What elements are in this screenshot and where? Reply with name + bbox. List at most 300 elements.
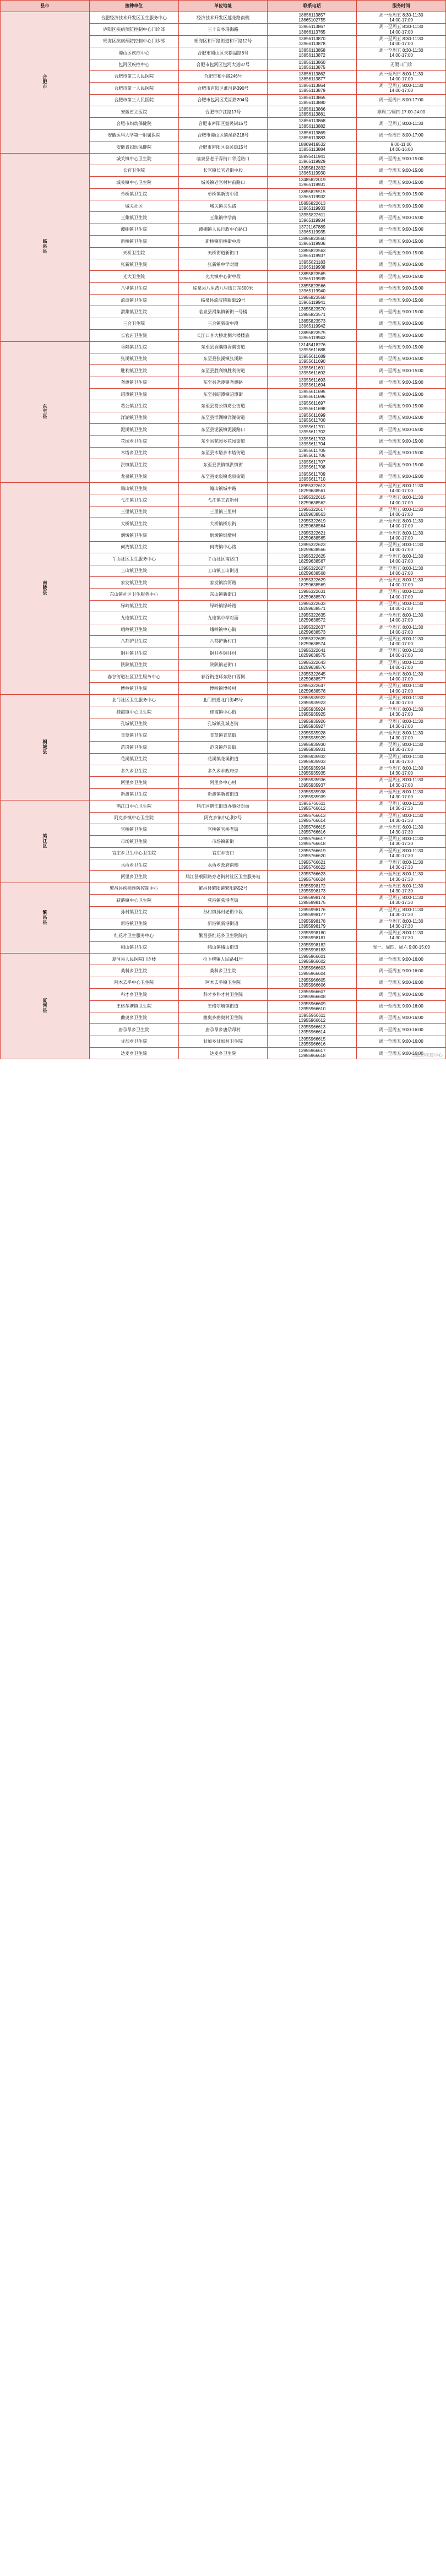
phone-number: 13856113880 — [298, 100, 325, 105]
phone-number: 13955998178 — [298, 918, 326, 924]
phone-cell — [268, 553, 357, 565]
phone-number: 13955935928 — [298, 730, 326, 736]
service-time-line: 14:00-17:00 — [389, 488, 413, 494]
column-header-region: 县市 — [1, 1, 90, 12]
service-time-line: 无假日门诊 — [390, 62, 412, 68]
service-time-cell — [357, 788, 446, 800]
phone-cell — [268, 788, 357, 800]
service-time-cell — [357, 847, 446, 859]
unit-name-cell: 光大卫生院 — [89, 271, 178, 282]
phone-number: 13955611689 — [298, 353, 325, 359]
unit-name-cell: 夏河县人民医院门诊楼 — [89, 954, 178, 965]
address-cell: 多久乡乡政府旁 — [178, 765, 268, 777]
service-time-cell — [357, 424, 446, 435]
unit-name-cell: 木塔乡卫生院 — [89, 447, 178, 459]
phone-number: 13955611705 — [298, 448, 325, 453]
address-cell: 官桥镇官桥老街 — [178, 824, 268, 835]
phone-number: 13955935927 — [298, 723, 326, 729]
address-cell: 合肥市庐阳区淮河路390号 — [178, 83, 268, 94]
service-time-line: 14:00-17:00 — [389, 88, 413, 94]
region-label: 临泉县 — [42, 239, 47, 254]
service-time-line: 周一至周五 9:00-15:00 — [379, 356, 423, 362]
phone-number: 13955812832 — [298, 165, 326, 171]
phone-number: 13955935937 — [298, 782, 326, 788]
phone-cell — [268, 471, 357, 482]
phone-number: 18259638571 — [298, 606, 326, 611]
phone-cell — [268, 812, 357, 824]
service-time-line: 周一至周日 8:00-17:00 — [379, 97, 423, 103]
service-time-line: 周一至周五 8:00-11:30 — [379, 683, 423, 689]
service-time-line: 周一至周五 9:00-15:00 — [379, 262, 423, 268]
service-time-line: 14:00-17:00 — [389, 77, 413, 82]
phone-cell — [268, 918, 357, 929]
address-cell: 繁昌县红花乡卫生院院内 — [178, 930, 268, 941]
phone-cell — [268, 35, 357, 47]
service-time-line: 周一至周五 9:00-15:00 — [379, 462, 423, 467]
unit-name-cell: 滑集镇卫生院 — [89, 306, 178, 318]
service-time-cell — [357, 812, 446, 824]
phone-number: 18869419532 — [298, 142, 326, 148]
unit-name-cell: 瑶海区疾病预防控制中心门诊部 — [89, 35, 178, 47]
phone-cell — [268, 106, 357, 118]
service-time-line: 14:30-17:00 — [389, 747, 413, 753]
column-header-unit: 接种单位 — [89, 1, 178, 12]
unit-name-cell: 阿克乡镇中心卫生院 — [89, 812, 178, 824]
service-time-cell — [357, 765, 446, 777]
unit-name-cell: 丫山社区卫生服务中心 — [89, 553, 178, 565]
phone-number: 13955966605 — [298, 977, 326, 983]
service-time-line: 周一至周五 9:00-15:00 — [379, 368, 423, 373]
address-cell: 临泉县老子弄街口邻近路口 — [178, 153, 268, 165]
service-time-line: 周一至周五 8:30-11:30 — [379, 48, 423, 53]
service-time-line: 周一至周五 8:00-11:30 — [379, 766, 423, 771]
phone-number: 13955322625 — [298, 554, 326, 559]
phone-number: 18895411941 — [298, 154, 325, 159]
service-time-line: 周一至周五 9:00-15:00 — [379, 309, 423, 314]
phone-number: 13955935929 — [298, 736, 326, 741]
phone-number: 13955935922 — [298, 695, 326, 700]
address-cell: 临泉县滑集镇新街一号楼 — [178, 306, 268, 318]
phone-cell — [268, 530, 357, 541]
service-time-cell — [357, 1000, 446, 1012]
service-time-line: 周一至周五 8:00-11:30 — [379, 648, 423, 653]
service-time-cell — [357, 141, 446, 153]
column-header-service-time: 服务时间 — [357, 1, 446, 12]
address-cell: 城关镇关头路 — [178, 200, 268, 212]
service-time-cell — [357, 895, 446, 906]
unit-name-cell: 尧渡镇卫生院 — [89, 377, 178, 388]
service-time-cell — [357, 553, 446, 565]
service-time-line: 周一至周五 8:00-11:30 — [379, 813, 423, 818]
phone-number: 13955322637 — [298, 624, 326, 630]
phone-number: 13965119942 — [298, 323, 325, 329]
service-time-cell — [357, 224, 446, 235]
phone-number: 13955998176 — [298, 907, 326, 912]
phone-cell — [268, 282, 357, 294]
phone-cell — [268, 718, 357, 729]
phone-number: 13955322623 — [298, 542, 326, 547]
service-time-line: 14:30-17:30 — [389, 900, 413, 906]
unit-name-cell: 曲奥乡卫生院 — [89, 1012, 178, 1023]
phone-cell — [268, 83, 357, 94]
service-time-cell — [357, 330, 446, 341]
unit-name-cell: 水西乡卫生院 — [89, 859, 178, 871]
phone-cell — [268, 459, 357, 471]
service-time-cell — [357, 118, 446, 129]
phone-number: 13955611694 — [298, 382, 325, 388]
phone-cell — [268, 694, 357, 706]
phone-number: 13955966601 — [298, 954, 326, 959]
service-time-line: 周一至周五 9:00-16:00 — [379, 1004, 423, 1009]
service-time-line: 周一至周五 9:00-15:00 — [379, 415, 423, 421]
service-time-line: 周一至周五 8:00-11:30 — [379, 718, 423, 724]
phone-number: 13955322641 — [298, 648, 326, 653]
service-time-cell — [357, 965, 446, 977]
service-time-line: 周一至周五 8:00-11:30 — [379, 601, 423, 606]
service-time-line: 周一至周五 8:30-11:30 — [379, 36, 423, 41]
service-time-line: 周一、周四、周六 9:00-15:00 — [372, 945, 430, 950]
phone-cell — [268, 1048, 357, 1059]
phone-number: 13855823566 — [298, 283, 326, 288]
phone-number: 13955823571 — [298, 312, 326, 317]
phone-number: 13965119931 — [298, 182, 325, 188]
unit-name-cell: 安徽省妇幼保健院 — [89, 141, 178, 153]
phone-number: 13955935934 — [298, 766, 326, 771]
phone-cell — [268, 706, 357, 718]
phone-cell — [268, 659, 357, 671]
phone-number: 13955766614 — [298, 818, 326, 823]
service-time-line: 周一至周五 8:00-11:30 — [379, 824, 423, 830]
unit-name-cell: 官庄乡卫生中心卫生院 — [89, 847, 178, 859]
phone-number: 13955322635 — [298, 613, 326, 618]
phone-number: 13965119932 — [298, 194, 325, 199]
phone-number: 13856113858 — [298, 48, 325, 53]
service-time-line: 14:30-17:00 — [389, 723, 413, 729]
phone-number: 18259638569 — [298, 582, 326, 588]
service-time-line: 周一至周五 8:00-11:30 — [379, 742, 423, 748]
unit-name-cell: 城关镇中心卫生院 — [89, 153, 178, 165]
service-time-line: 周一至周五 9:00-16:00 — [379, 968, 423, 973]
service-time-line: 周一至周五 8:00-11:30 — [379, 754, 423, 759]
unit-name-cell: 阿里乡卫生院 — [89, 777, 178, 788]
address-cell: 临泉县流波镇新街19号 — [178, 295, 268, 306]
service-time-cell — [357, 941, 446, 953]
unit-name-cell: 甘加乡卫生院 — [89, 1036, 178, 1047]
phone-cell — [268, 306, 357, 318]
address-cell: 新渡镇新渡街道 — [178, 788, 268, 800]
phone-number: 13965119939 — [298, 276, 325, 282]
address-cell: 东至县洪镇镇洪镇街 — [178, 459, 268, 471]
service-time-line: 周一至周五 9:00-15:00 — [379, 227, 423, 232]
phone-number: 13966113878 — [298, 41, 325, 46]
unit-name-cell: 达麦乡卫生院 — [89, 1048, 178, 1059]
phone-number: 13955611690 — [298, 359, 325, 364]
address-cell: 天桥街道新街口 — [178, 247, 268, 259]
unit-name-cell: 新桥镇卫生院 — [89, 236, 178, 247]
address-cell: 烟墩镇烟墩村 — [178, 530, 268, 541]
phone-number: 18259638570 — [298, 594, 326, 600]
phone-cell — [268, 389, 357, 400]
service-time-line: 周一至周五 9:00-15:00 — [379, 192, 423, 197]
phone-number: 13955823568 — [298, 295, 326, 300]
phone-cell — [268, 624, 357, 635]
service-time-cell — [357, 483, 446, 494]
phone-number: 13955611688 — [298, 347, 325, 352]
service-time-line: 周一至周五 8:00-11:30 — [379, 121, 423, 126]
phone-number: 13965119934 — [298, 217, 325, 223]
phone-number: 13955998182 — [298, 942, 326, 947]
service-time-line: 周一至周五 9:00-15:00 — [379, 250, 423, 256]
unit-name-cell: 桂霞镇中心卫生院 — [89, 706, 178, 718]
service-time-cell — [357, 635, 446, 647]
phone-number: 13856113884 — [298, 147, 325, 153]
phone-number: 13955998181 — [298, 935, 326, 941]
address-cell: 官庄乡街口 — [178, 847, 268, 859]
phone-number: 13955611697 — [298, 401, 325, 406]
phone-cell — [268, 259, 357, 270]
phone-cell — [268, 635, 357, 647]
phone-number: 13955935933 — [298, 759, 326, 764]
phone-number: 13965119933 — [298, 206, 325, 211]
address-cell: 鸠江县朝阳路旁老街村社区卫生服务站 — [178, 871, 268, 883]
phone-number: 13955935924 — [298, 707, 326, 712]
service-time-line: 周一至周五 8:00-11:30 — [379, 530, 423, 536]
service-time-line: 周一至周五 8:00-11:30 — [379, 860, 423, 865]
unit-name-cell: 昭潭镇卫生院 — [89, 389, 178, 400]
unit-name-cell: 庐阳区疾病预防控制中心门诊部 — [89, 24, 178, 35]
unit-name-cell: 城关镇中心卫生院 — [89, 177, 178, 188]
service-time-line: 14:30-17:00 — [389, 759, 413, 764]
service-time-line: 14:00-17:00 — [389, 535, 413, 541]
service-time-cell — [357, 742, 446, 753]
address-cell: 孙村镇孙村老街中段 — [178, 906, 268, 918]
unit-name-cell: 烟墩镇卫生院 — [89, 530, 178, 541]
unit-name-cell: 工山镇卫生院 — [89, 565, 178, 576]
phone-cell — [268, 94, 357, 106]
phone-number: 13955766618 — [298, 841, 326, 847]
phone-number: 13955998173 — [298, 888, 326, 894]
service-time-cell — [357, 494, 446, 506]
phone-number: 13955611710 — [298, 476, 325, 482]
address-cell: 东至县花园乡花园街道 — [178, 435, 268, 447]
phone-number: 13955322619 — [298, 519, 326, 524]
phone-cell — [268, 318, 357, 329]
address-cell: 丫山社区南路口 — [178, 553, 268, 565]
service-time-line: 14:00-17:00 — [389, 41, 413, 46]
address-cell: 东至县张溪镇张溪路 — [178, 353, 268, 364]
address-cell: 光大镇中心街中段 — [178, 271, 268, 282]
address-cell: 唐尕昂乡唐尕昂村 — [178, 1024, 268, 1036]
table-row — [1, 883, 446, 894]
phone-number: 13955935923 — [298, 700, 326, 705]
service-time-cell — [357, 624, 446, 635]
unit-name-cell: 春谷街道社区卫生服务中心 — [89, 671, 178, 683]
service-time-line: 14:00-17:00 — [389, 618, 413, 623]
phone-number: 13855823575 — [298, 330, 326, 336]
phone-number: 13955322627 — [298, 565, 326, 571]
service-time-cell — [357, 706, 446, 718]
unit-name-cell: 孙村镇卫生院 — [89, 906, 178, 918]
phone-number: 13955935935 — [298, 771, 326, 776]
column-header-phone: 联系电话 — [268, 1, 357, 12]
service-time-line: 周一至周五 8:00-11:30 — [379, 848, 423, 853]
phone-number: 18259638574 — [298, 641, 326, 647]
service-time-line: 14:30-17:30 — [389, 853, 413, 858]
table-row — [1, 954, 446, 965]
service-time-line: 周一至周五 8:00-11:30 — [379, 789, 423, 794]
unit-name-cell: 荻港镇中心卫生院 — [89, 895, 178, 906]
phone-number: 13721167889 — [298, 224, 325, 230]
unit-name-cell: 市场镇卫生院 — [89, 836, 178, 847]
address-cell: 科才乡科才村卫生院 — [178, 989, 268, 1000]
service-time-cell — [357, 930, 446, 941]
service-time-cell — [357, 530, 446, 541]
phone-cell — [268, 729, 357, 741]
phone-cell — [268, 330, 357, 341]
phone-number: 13965119938 — [298, 265, 325, 270]
service-time-line: 14:00-17:00 — [389, 677, 413, 682]
service-time-line: 14:00-17:00 — [389, 665, 413, 670]
phone-number: 13965119935 — [298, 229, 325, 235]
service-time-cell — [357, 836, 446, 847]
address-cell: 陕陕镇老街口 — [178, 659, 268, 671]
phone-number: 18259638563 — [298, 511, 326, 517]
unit-name-cell: 阿木去乎中心卫生院 — [89, 977, 178, 988]
address-cell: 孔城镇孔城老街 — [178, 718, 268, 729]
service-time-line: 周一至周五 8:30-11:30 — [379, 13, 423, 18]
service-time-cell — [357, 400, 446, 412]
unit-name-cell: 博岭镇卫生院 — [89, 683, 178, 694]
service-time-line: 14:30-17:00 — [389, 794, 413, 799]
table-row — [1, 153, 446, 165]
address-cell: 博岭镇博岭村 — [178, 683, 268, 694]
phone-number: 13955322615 — [298, 495, 326, 500]
service-time-cell — [357, 1012, 446, 1023]
phone-number: 13955611709 — [298, 471, 325, 477]
phone-number: 13955821183 — [298, 259, 325, 265]
phone-number: 13856113864 — [298, 83, 325, 89]
service-time-line: 周一至周五 8:00-11:30 — [379, 624, 423, 630]
phone-number: 13955322643 — [298, 660, 326, 665]
service-time-line: 周一至周五 8:00-11:30 — [379, 660, 423, 665]
phone-cell — [268, 954, 357, 965]
service-time-line: 14:00-17:00 — [389, 629, 413, 635]
phone-number: 13955611704 — [298, 441, 325, 446]
table-body — [1, 12, 446, 1059]
service-time-line: 非周二/周四,17:00-24:00 — [377, 109, 426, 115]
region-cell — [1, 954, 90, 1059]
region-label: 南陵县 — [42, 580, 47, 596]
phone-cell — [268, 777, 357, 788]
unit-name-cell: 合肥市妇幼保健院 — [89, 118, 178, 129]
phone-number: 13955998177 — [298, 912, 326, 917]
phone-number: 13955766612 — [298, 806, 326, 812]
phone-number: 13955935926 — [298, 718, 326, 724]
service-time-cell — [357, 435, 446, 447]
unit-name-cell: 谭棚镇卫生院 — [89, 224, 178, 235]
phone-cell — [268, 47, 357, 59]
phone-cell — [268, 742, 357, 753]
phone-number: 13955611698 — [298, 406, 325, 411]
address-cell: 八都护新村口 — [178, 635, 268, 647]
service-time-line: 14:30-17:00 — [389, 736, 413, 741]
service-time-cell — [357, 47, 446, 59]
phone-cell — [268, 989, 357, 1000]
service-time-line: 周一至周五 8:00-11:30 — [379, 636, 423, 641]
service-time-cell — [357, 365, 446, 377]
phone-cell — [268, 365, 357, 377]
service-time-line: 周一至周五 9:00-15:00 — [379, 203, 423, 209]
service-time-cell — [357, 918, 446, 929]
address-cell: 拉卜楞镇人民路41号 — [178, 954, 268, 965]
service-time-line: 周一至周五 8:00-11:30 — [379, 918, 423, 924]
address-cell: 工山镇工山街道 — [178, 565, 268, 576]
service-time-cell — [357, 824, 446, 835]
vaccination-site-table-page — [0, 0, 446, 1059]
service-time-line: 14:00-17:00 — [389, 641, 413, 647]
phone-number: 13965119943 — [298, 335, 325, 341]
phone-cell — [268, 400, 357, 412]
service-time-line: 周一至周五 8:00-11:30 — [379, 507, 423, 512]
region-cell — [1, 483, 90, 695]
address-cell: 繁昌县繁阳镇繁阳路52号 — [178, 883, 268, 894]
service-time-cell — [357, 94, 446, 106]
address-cell: 合肥市包河区芜湖路204号 — [178, 94, 268, 106]
address-cell: 花溪镇花溪街道 — [178, 753, 268, 765]
phone-number: 18259638562 — [298, 500, 326, 505]
unit-name-cell: 香隅镇卫生院 — [89, 341, 178, 353]
phone-cell — [268, 847, 357, 859]
phone-cell — [268, 447, 357, 459]
phone-number: 13955966608 — [298, 994, 326, 1000]
service-time-cell — [357, 977, 446, 988]
unit-name-cell: 多久乡卫生院 — [89, 765, 178, 777]
phone-number: 13855823570 — [298, 307, 326, 312]
service-time-cell — [357, 153, 446, 165]
service-time-cell — [357, 83, 446, 94]
unit-name-cell: 峨山镇卫生院 — [89, 941, 178, 953]
service-time-cell — [357, 459, 446, 471]
region-cell — [1, 694, 90, 800]
phone-number: 13865102755 — [298, 18, 326, 23]
service-time-line: 14:00-17:00 — [389, 653, 413, 658]
service-time-line: 周一至周五 8:00-11:30 — [379, 777, 423, 783]
service-time-cell — [357, 659, 446, 671]
service-time-line: 周一至周五 8:00-11:30 — [379, 730, 423, 736]
phone-number: 13955998183 — [298, 947, 326, 952]
table-row — [1, 341, 446, 353]
phone-cell — [268, 895, 357, 906]
unit-name-cell: 天桥卫生院 — [89, 247, 178, 259]
unit-name-cell: 铜井镇卫生院 — [89, 647, 178, 659]
address-cell: 东至县香隅镇香隅街道 — [178, 341, 268, 353]
unit-name-cell: 何湾镇卫生院 — [89, 541, 178, 553]
phone-cell — [268, 129, 357, 141]
service-time-cell — [357, 353, 446, 364]
phone-number: 13856113883 — [298, 135, 325, 140]
phone-cell — [268, 577, 357, 589]
service-time-line: 周一至周五 8:00-11:30 — [379, 483, 423, 488]
unit-name-cell: 繁昌县疾病预防控制中心 — [89, 883, 178, 894]
service-time-cell — [357, 306, 446, 318]
service-time-line: 周一至周五 9:00-15:00 — [379, 439, 423, 444]
phone-cell — [268, 236, 357, 247]
address-cell: 鸠江区鹊江街道办事处对面 — [178, 800, 268, 812]
phone-number: 13955966604 — [298, 971, 326, 976]
address-cell: 三里镇三里村 — [178, 506, 268, 518]
phone-number: 13955966603 — [298, 966, 326, 971]
phone-cell — [268, 647, 357, 659]
